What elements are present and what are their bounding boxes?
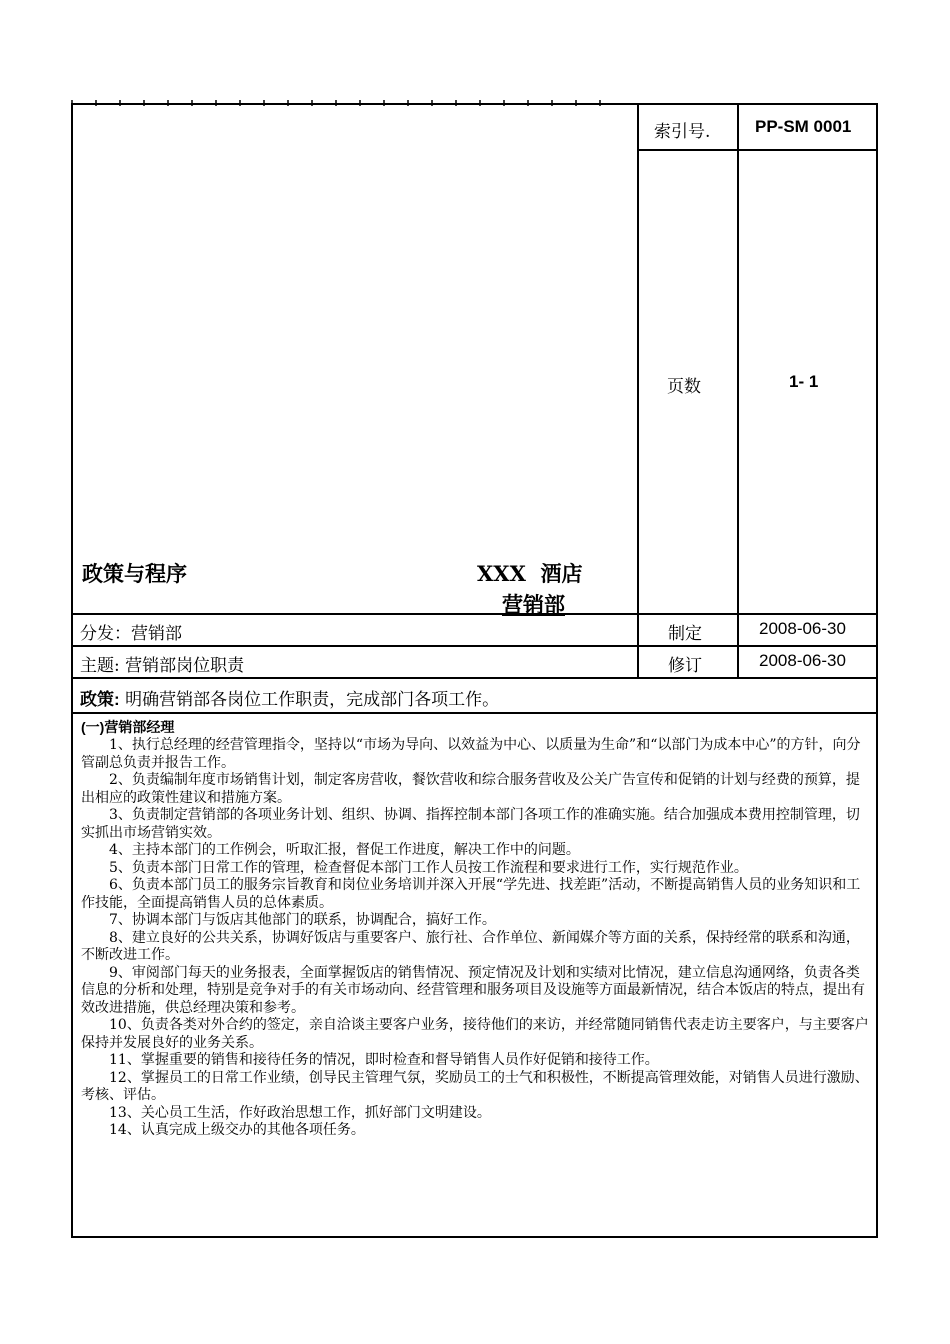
duty-item: 6、负责本部门员工的服务宗旨教育和岗位业务培训并深入开展“学先进、找差距”活动，不断提高销售人员的业务知识和工作技能，全面提高销售人员的总体素质。 — [81, 877, 861, 911]
duty-item: 8、建立良好的公共关系，协调好饭店与重要客户、旅行社、合作单位、新闻媒介等方面的关系，保持经常的联系和沟通，不断改进工作。 — [81, 929, 860, 963]
revised-label: 修订 — [668, 656, 702, 676]
document-title: 政策与程序 — [82, 561, 187, 586]
made-label: 制定 — [668, 624, 702, 644]
duty-item: 7、协调本部门与饭店其他部门的联系，协调配合，搞好工作。 — [109, 912, 496, 928]
grid-line — [737, 103, 739, 677]
grid-line — [71, 613, 878, 615]
grid-line — [71, 677, 878, 679]
hotel-name: XXX 酒店 — [477, 561, 583, 586]
distribution-field: 分发：营销部 — [80, 624, 182, 644]
duty-item: 4、主持本部门的工作例会，听取汇报，督促工作进度，解决工作中的问题。 — [109, 842, 580, 858]
grid-line — [71, 645, 878, 647]
section-title: (一)营销部经理 — [81, 719, 175, 735]
index-number-label: 索引号. — [654, 122, 711, 142]
grid-line — [637, 103, 639, 677]
duty-item: 9、审阅部门每天的业务报表，全面掌握饭店的销售情况、预定情况及计划和实绩对比情况，建立信息沟通网络，负责各类信息的分析和处理，特别是竞争对手的有关市场动向、经营管理和服务项目及设施等方面最新情况，结合本饭店的特点，提出有效改进措施，供总经理决策和参考。 — [81, 964, 865, 1016]
grid-line — [637, 149, 878, 151]
duty-item: 3、负责制定营销部的各项业务计划、组织、协调、指挥控制本部门各项工作的准确实施。结合加强成本费用控制管理，切实抓出市场营销实效。 — [81, 807, 860, 841]
policy-label: 政策: — [80, 690, 120, 709]
grid-line — [71, 712, 878, 714]
index-number-value: PP-SM 0001 — [755, 117, 852, 136]
duty-item: 13、关心员工生活，作好政治思想工作，抓好部门文明建设。 — [109, 1104, 491, 1121]
department-name: 营销部 — [502, 592, 565, 617]
made-date: 2008-06-30 — [759, 619, 846, 638]
duty-item: 1、执行总经理的经营管理指令，坚持以“市场为导向、以效益为中心、以质量为生命”和“以部门为成本中心”的方针，向分管副总负责并报告工作。 — [81, 737, 861, 771]
duty-list — [81, 737, 870, 1140]
duty-item: 2、负责编制年度市场销售计划，制定客房营收，餐饮营收和综合服务营收及公关广告宣传和促销的计划与经费的预算，提出相应的政策性建议和措施方案。 — [81, 772, 860, 806]
duty-item: 12、掌握员工的日常工作业绩，创导民主管理气氛，奖励员工的士气和积极性，不断提高管理效能，对销售人员进行激励、考核、评估。 — [81, 1069, 869, 1103]
duty-item: 5、负责本部门日常工作的管理，检查督促本部门工作人员按工作流程和要求进行工作，实行规范作业。 — [109, 859, 748, 876]
duty-item: 14、认真完成上级交办的其他各项任务。 — [109, 1122, 365, 1138]
duty-item: 11、掌握重要的销售和接待任务的情况，即时检查和督导销售人员作好促销和接待工作。 — [109, 1052, 659, 1068]
page-count-label: 页数 — [667, 377, 701, 397]
revised-date: 2008-06-30 — [759, 651, 846, 670]
grid-line — [876, 103, 878, 712]
policy-line — [80, 685, 499, 710]
policy-text: 明确营销部各岗位工作职责，完成部门各项工作。 — [119, 690, 500, 710]
page-count-value: 1- 1 — [789, 372, 819, 391]
subject-field: 主题: 营销部岗位职责 — [80, 656, 245, 676]
duty-item: 10、负责各类对外合约的签定，亲自洽谈主要客户业务，接待他们的来访，并经常随同销售代表走访主要客户，与主要客户保持并发展良好的业务关系。 — [81, 1017, 869, 1051]
